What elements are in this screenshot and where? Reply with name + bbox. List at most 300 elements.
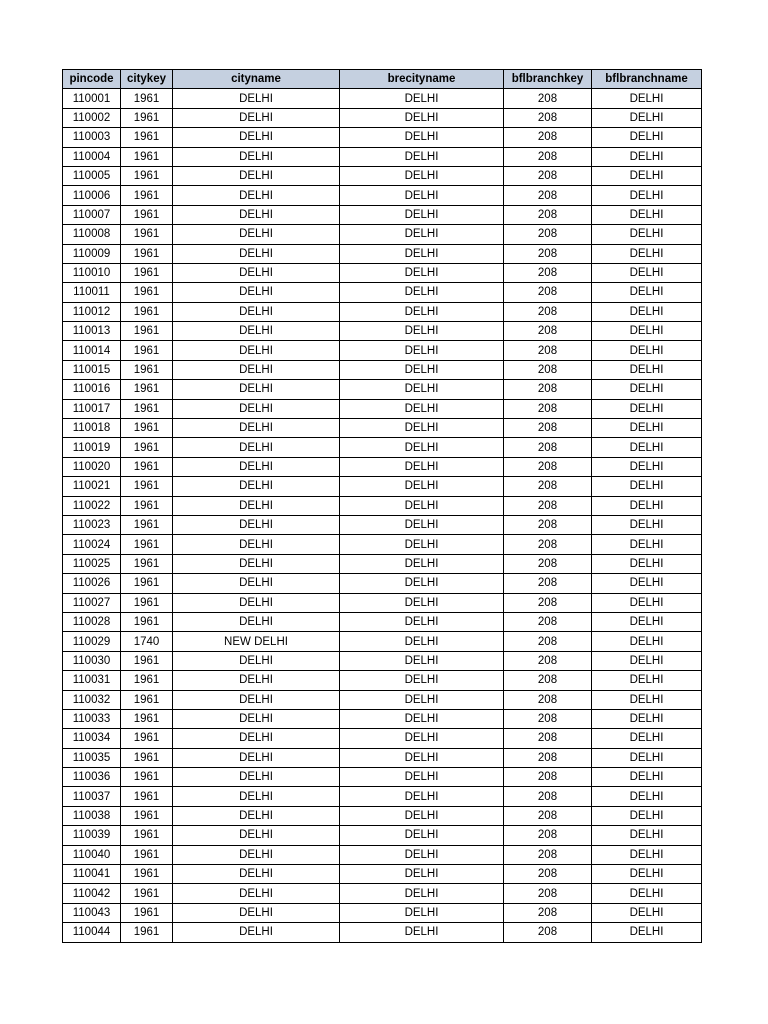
cell-brecityname: DELHI <box>340 923 504 942</box>
cell-pincode: 110041 <box>63 865 121 884</box>
column-header-brecityname: brecityname <box>340 70 504 89</box>
cell-bflbranchkey: 208 <box>504 341 592 360</box>
cell-bflbranchkey: 208 <box>504 186 592 205</box>
cell-bflbranchname: DELHI <box>592 671 702 690</box>
cell-pincode: 110042 <box>63 884 121 903</box>
cell-cityname: DELHI <box>173 884 340 903</box>
cell-pincode: 110031 <box>63 671 121 690</box>
cell-cityname: DELHI <box>173 787 340 806</box>
cell-bflbranchname: DELHI <box>592 186 702 205</box>
cell-bflbranchkey: 208 <box>504 477 592 496</box>
cell-bflbranchname: DELHI <box>592 283 702 302</box>
cell-bflbranchkey: 208 <box>504 322 592 341</box>
cell-citykey: 1961 <box>121 515 173 534</box>
cell-bflbranchname: DELHI <box>592 205 702 224</box>
cell-brecityname: DELHI <box>340 496 504 515</box>
cell-bflbranchname: DELHI <box>592 108 702 127</box>
table-row <box>63 806 702 825</box>
cell-citykey: 1961 <box>121 108 173 127</box>
table-row <box>63 147 702 166</box>
cell-bflbranchkey: 208 <box>504 632 592 651</box>
cell-brecityname: DELHI <box>340 477 504 496</box>
cell-citykey: 1961 <box>121 923 173 942</box>
cell-cityname: DELHI <box>173 244 340 263</box>
table-row <box>63 302 702 321</box>
cell-pincode: 110034 <box>63 729 121 748</box>
cell-bflbranchname: DELHI <box>592 515 702 534</box>
table-row <box>63 709 702 728</box>
cell-citykey: 1961 <box>121 845 173 864</box>
cell-brecityname: DELHI <box>340 302 504 321</box>
cell-bflbranchname: DELHI <box>592 748 702 767</box>
cell-bflbranchkey: 208 <box>504 380 592 399</box>
table-row <box>63 632 702 651</box>
cell-bflbranchkey: 208 <box>504 166 592 185</box>
table-row <box>63 515 702 534</box>
cell-brecityname: DELHI <box>340 651 504 670</box>
cell-brecityname: DELHI <box>340 263 504 282</box>
cell-pincode: 110017 <box>63 399 121 418</box>
cell-bflbranchname: DELHI <box>592 554 702 573</box>
cell-cityname: DELHI <box>173 147 340 166</box>
cell-citykey: 1961 <box>121 322 173 341</box>
cell-pincode: 110006 <box>63 186 121 205</box>
cell-bflbranchname: DELHI <box>592 302 702 321</box>
cell-citykey: 1961 <box>121 593 173 612</box>
cell-bflbranchname: DELHI <box>592 593 702 612</box>
cell-citykey: 1961 <box>121 554 173 573</box>
cell-brecityname: DELHI <box>340 438 504 457</box>
cell-cityname: DELHI <box>173 186 340 205</box>
table-row <box>63 903 702 922</box>
table-row <box>63 186 702 205</box>
cell-citykey: 1961 <box>121 302 173 321</box>
cell-citykey: 1961 <box>121 612 173 631</box>
cell-citykey: 1961 <box>121 690 173 709</box>
cell-bflbranchname: DELHI <box>592 147 702 166</box>
cell-pincode: 110029 <box>63 632 121 651</box>
cell-pincode: 110018 <box>63 419 121 438</box>
table-row <box>63 438 702 457</box>
column-header-pincode: pincode <box>63 70 121 89</box>
cell-bflbranchname: DELHI <box>592 341 702 360</box>
cell-pincode: 110011 <box>63 283 121 302</box>
cell-bflbranchname: DELHI <box>592 477 702 496</box>
cell-brecityname: DELHI <box>340 419 504 438</box>
cell-brecityname: DELHI <box>340 322 504 341</box>
cell-citykey: 1961 <box>121 360 173 379</box>
cell-citykey: 1961 <box>121 903 173 922</box>
cell-pincode: 110030 <box>63 651 121 670</box>
cell-bflbranchname: DELHI <box>592 845 702 864</box>
table-row <box>63 787 702 806</box>
cell-bflbranchkey: 208 <box>504 593 592 612</box>
cell-cityname: DELHI <box>173 865 340 884</box>
cell-cityname: DELHI <box>173 709 340 728</box>
cell-citykey: 1961 <box>121 651 173 670</box>
cell-cityname: DELHI <box>173 302 340 321</box>
cell-bflbranchname: DELHI <box>592 225 702 244</box>
cell-cityname: DELHI <box>173 612 340 631</box>
cell-brecityname: DELHI <box>340 89 504 108</box>
cell-brecityname: DELHI <box>340 826 504 845</box>
cell-bflbranchkey: 208 <box>504 709 592 728</box>
cell-citykey: 1961 <box>121 186 173 205</box>
cell-pincode: 110032 <box>63 690 121 709</box>
cell-cityname: DELHI <box>173 89 340 108</box>
cell-cityname: DELHI <box>173 341 340 360</box>
cell-pincode: 110001 <box>63 89 121 108</box>
cell-bflbranchkey: 208 <box>504 612 592 631</box>
cell-cityname: DELHI <box>173 108 340 127</box>
cell-pincode: 110026 <box>63 574 121 593</box>
cell-pincode: 110007 <box>63 205 121 224</box>
cell-bflbranchname: DELHI <box>592 322 702 341</box>
cell-citykey: 1961 <box>121 535 173 554</box>
cell-citykey: 1961 <box>121 399 173 418</box>
table-row <box>63 322 702 341</box>
cell-cityname: DELHI <box>173 845 340 864</box>
table-row <box>63 826 702 845</box>
table-row <box>63 419 702 438</box>
cell-bflbranchkey: 208 <box>504 574 592 593</box>
table-row <box>63 923 702 942</box>
table-row <box>63 128 702 147</box>
table-row <box>63 535 702 554</box>
cell-bflbranchname: DELHI <box>592 360 702 379</box>
cell-citykey: 1961 <box>121 729 173 748</box>
cell-pincode: 110012 <box>63 302 121 321</box>
cell-bflbranchname: DELHI <box>592 574 702 593</box>
cell-bflbranchname: DELHI <box>592 903 702 922</box>
cell-bflbranchkey: 208 <box>504 787 592 806</box>
cell-citykey: 1961 <box>121 768 173 787</box>
cell-pincode: 110033 <box>63 709 121 728</box>
cell-brecityname: DELHI <box>340 632 504 651</box>
cell-bflbranchname: DELHI <box>592 380 702 399</box>
cell-bflbranchkey: 208 <box>504 651 592 670</box>
cell-bflbranchname: DELHI <box>592 709 702 728</box>
cell-citykey: 1961 <box>121 438 173 457</box>
cell-bflbranchname: DELHI <box>592 438 702 457</box>
cell-cityname: DELHI <box>173 166 340 185</box>
cell-bflbranchname: DELHI <box>592 419 702 438</box>
cell-pincode: 110039 <box>63 826 121 845</box>
cell-brecityname: DELHI <box>340 244 504 263</box>
cell-brecityname: DELHI <box>340 729 504 748</box>
table-row <box>63 360 702 379</box>
cell-bflbranchname: DELHI <box>592 729 702 748</box>
cell-bflbranchname: DELHI <box>592 787 702 806</box>
cell-bflbranchkey: 208 <box>504 244 592 263</box>
cell-bflbranchkey: 208 <box>504 225 592 244</box>
column-header-bflbranchkey: bflbranchkey <box>504 70 592 89</box>
cell-bflbranchname: DELHI <box>592 690 702 709</box>
table-row <box>63 845 702 864</box>
cell-brecityname: DELHI <box>340 884 504 903</box>
cell-bflbranchkey: 208 <box>504 690 592 709</box>
cell-bflbranchkey: 208 <box>504 806 592 825</box>
cell-pincode: 110002 <box>63 108 121 127</box>
cell-bflbranchname: DELHI <box>592 399 702 418</box>
table-row <box>63 108 702 127</box>
cell-citykey: 1961 <box>121 341 173 360</box>
cell-bflbranchkey: 208 <box>504 515 592 534</box>
cell-brecityname: DELHI <box>340 845 504 864</box>
table-row <box>63 768 702 787</box>
cell-cityname: DELHI <box>173 457 340 476</box>
cell-pincode: 110023 <box>63 515 121 534</box>
cell-cityname: DELHI <box>173 515 340 534</box>
table-row <box>63 496 702 515</box>
cell-brecityname: DELHI <box>340 225 504 244</box>
cell-brecityname: DELHI <box>340 574 504 593</box>
cell-bflbranchname: DELHI <box>592 612 702 631</box>
cell-citykey: 1961 <box>121 225 173 244</box>
cell-bflbranchkey: 208 <box>504 768 592 787</box>
cell-cityname: DELHI <box>173 283 340 302</box>
cell-cityname: DELHI <box>173 768 340 787</box>
cell-brecityname: DELHI <box>340 593 504 612</box>
table-row <box>63 748 702 767</box>
cell-pincode: 110014 <box>63 341 121 360</box>
cell-brecityname: DELHI <box>340 457 504 476</box>
table-row <box>63 884 702 903</box>
cell-brecityname: DELHI <box>340 671 504 690</box>
cell-citykey: 1961 <box>121 244 173 263</box>
cell-citykey: 1961 <box>121 89 173 108</box>
cell-bflbranchkey: 208 <box>504 419 592 438</box>
cell-pincode: 110010 <box>63 263 121 282</box>
cell-bflbranchname: DELHI <box>592 884 702 903</box>
cell-citykey: 1961 <box>121 884 173 903</box>
cell-brecityname: DELHI <box>340 806 504 825</box>
cell-brecityname: DELHI <box>340 380 504 399</box>
cell-cityname: DELHI <box>173 399 340 418</box>
column-header-cityname: cityname <box>173 70 340 89</box>
cell-pincode: 110024 <box>63 535 121 554</box>
cell-citykey: 1961 <box>121 496 173 515</box>
cell-bflbranchkey: 208 <box>504 845 592 864</box>
cell-brecityname: DELHI <box>340 186 504 205</box>
cell-bflbranchkey: 208 <box>504 457 592 476</box>
cell-bflbranchname: DELHI <box>592 768 702 787</box>
table-header-row <box>63 70 702 89</box>
table-row <box>63 612 702 631</box>
cell-bflbranchname: DELHI <box>592 128 702 147</box>
cell-pincode: 110037 <box>63 787 121 806</box>
cell-citykey: 1961 <box>121 380 173 399</box>
table-row <box>63 651 702 670</box>
cell-pincode: 110015 <box>63 360 121 379</box>
cell-bflbranchkey: 208 <box>504 89 592 108</box>
cell-bflbranchkey: 208 <box>504 399 592 418</box>
cell-brecityname: DELHI <box>340 865 504 884</box>
cell-bflbranchname: DELHI <box>592 263 702 282</box>
cell-cityname: DELHI <box>173 651 340 670</box>
cell-bflbranchkey: 208 <box>504 147 592 166</box>
cell-pincode: 110022 <box>63 496 121 515</box>
cell-cityname: DELHI <box>173 438 340 457</box>
cell-pincode: 110008 <box>63 225 121 244</box>
cell-pincode: 110013 <box>63 322 121 341</box>
cell-brecityname: DELHI <box>340 341 504 360</box>
cell-brecityname: DELHI <box>340 535 504 554</box>
cell-bflbranchname: DELHI <box>592 826 702 845</box>
cell-pincode: 110003 <box>63 128 121 147</box>
cell-citykey: 1961 <box>121 865 173 884</box>
table-row <box>63 205 702 224</box>
cell-citykey: 1961 <box>121 826 173 845</box>
table-row <box>63 225 702 244</box>
table-row <box>63 399 702 418</box>
cell-bflbranchkey: 208 <box>504 865 592 884</box>
cell-bflbranchname: DELHI <box>592 89 702 108</box>
cell-brecityname: DELHI <box>340 515 504 534</box>
cell-brecityname: DELHI <box>340 360 504 379</box>
cell-bflbranchkey: 208 <box>504 923 592 942</box>
table-row <box>63 341 702 360</box>
cell-bflbranchname: DELHI <box>592 244 702 263</box>
cell-bflbranchname: DELHI <box>592 535 702 554</box>
cell-cityname: DELHI <box>173 360 340 379</box>
cell-bflbranchname: DELHI <box>592 865 702 884</box>
cell-bflbranchkey: 208 <box>504 729 592 748</box>
cell-cityname: DELHI <box>173 593 340 612</box>
cell-bflbranchkey: 208 <box>504 496 592 515</box>
table-row <box>63 574 702 593</box>
cell-bflbranchkey: 208 <box>504 903 592 922</box>
cell-cityname: DELHI <box>173 380 340 399</box>
cell-cityname: DELHI <box>173 806 340 825</box>
cell-pincode: 110040 <box>63 845 121 864</box>
table-row <box>63 89 702 108</box>
cell-bflbranchkey: 208 <box>504 128 592 147</box>
table-row <box>63 690 702 709</box>
cell-brecityname: DELHI <box>340 108 504 127</box>
cell-cityname: DELHI <box>173 419 340 438</box>
cell-cityname: DELHI <box>173 923 340 942</box>
cell-bflbranchname: DELHI <box>592 923 702 942</box>
cell-bflbranchkey: 208 <box>504 671 592 690</box>
cell-citykey: 1961 <box>121 419 173 438</box>
cell-pincode: 110005 <box>63 166 121 185</box>
table-row <box>63 477 702 496</box>
column-header-citykey: citykey <box>121 70 173 89</box>
cell-citykey: 1961 <box>121 263 173 282</box>
cell-brecityname: DELHI <box>340 612 504 631</box>
cell-pincode: 110020 <box>63 457 121 476</box>
cell-cityname: DELHI <box>173 671 340 690</box>
cell-bflbranchname: DELHI <box>592 457 702 476</box>
cell-cityname: DELHI <box>173 729 340 748</box>
cell-brecityname: DELHI <box>340 787 504 806</box>
column-header-bflbranchname: bflbranchname <box>592 70 702 89</box>
cell-bflbranchkey: 208 <box>504 554 592 573</box>
cell-cityname: DELHI <box>173 574 340 593</box>
cell-brecityname: DELHI <box>340 690 504 709</box>
cell-pincode: 110044 <box>63 923 121 942</box>
cell-bflbranchkey: 208 <box>504 535 592 554</box>
cell-bflbranchkey: 208 <box>504 360 592 379</box>
cell-bflbranchname: DELHI <box>592 632 702 651</box>
cell-cityname: DELHI <box>173 477 340 496</box>
cell-citykey: 1961 <box>121 205 173 224</box>
table-row <box>63 671 702 690</box>
cell-citykey: 1961 <box>121 166 173 185</box>
cell-citykey: 1961 <box>121 128 173 147</box>
cell-pincode: 110004 <box>63 147 121 166</box>
cell-citykey: 1961 <box>121 748 173 767</box>
cell-cityname: DELHI <box>173 554 340 573</box>
table-row <box>63 283 702 302</box>
cell-citykey: 1961 <box>121 806 173 825</box>
table-row <box>63 554 702 573</box>
cell-brecityname: DELHI <box>340 748 504 767</box>
cell-cityname: DELHI <box>173 535 340 554</box>
cell-cityname: DELHI <box>173 496 340 515</box>
cell-citykey: 1961 <box>121 574 173 593</box>
cell-citykey: 1961 <box>121 671 173 690</box>
cell-pincode: 110043 <box>63 903 121 922</box>
cell-cityname: DELHI <box>173 205 340 224</box>
cell-citykey: 1961 <box>121 457 173 476</box>
cell-brecityname: DELHI <box>340 205 504 224</box>
cell-pincode: 110028 <box>63 612 121 631</box>
cell-bflbranchname: DELHI <box>592 806 702 825</box>
table-row <box>63 729 702 748</box>
cell-bflbranchkey: 208 <box>504 283 592 302</box>
cell-brecityname: DELHI <box>340 283 504 302</box>
cell-brecityname: DELHI <box>340 554 504 573</box>
cell-bflbranchkey: 208 <box>504 748 592 767</box>
table-body <box>63 89 702 942</box>
cell-pincode: 110035 <box>63 748 121 767</box>
cell-bflbranchname: DELHI <box>592 496 702 515</box>
cell-brecityname: DELHI <box>340 166 504 185</box>
cell-bflbranchkey: 208 <box>504 826 592 845</box>
table-row <box>63 457 702 476</box>
cell-cityname: NEW DELHI <box>173 632 340 651</box>
cell-bflbranchkey: 208 <box>504 438 592 457</box>
cell-citykey: 1961 <box>121 787 173 806</box>
table-row <box>63 865 702 884</box>
cell-pincode: 110021 <box>63 477 121 496</box>
cell-bflbranchkey: 208 <box>504 205 592 224</box>
cell-cityname: DELHI <box>173 748 340 767</box>
cell-brecityname: DELHI <box>340 768 504 787</box>
cell-citykey: 1961 <box>121 283 173 302</box>
cell-pincode: 110038 <box>63 806 121 825</box>
cell-pincode: 110016 <box>63 380 121 399</box>
cell-brecityname: DELHI <box>340 128 504 147</box>
cell-citykey: 1961 <box>121 709 173 728</box>
cell-cityname: DELHI <box>173 903 340 922</box>
cell-bflbranchkey: 208 <box>504 108 592 127</box>
cell-cityname: DELHI <box>173 826 340 845</box>
cell-pincode: 110036 <box>63 768 121 787</box>
cell-brecityname: DELHI <box>340 147 504 166</box>
table-row <box>63 263 702 282</box>
table-row <box>63 166 702 185</box>
cell-pincode: 110009 <box>63 244 121 263</box>
cell-cityname: DELHI <box>173 225 340 244</box>
cell-cityname: DELHI <box>173 128 340 147</box>
cell-bflbranchname: DELHI <box>592 651 702 670</box>
cell-cityname: DELHI <box>173 690 340 709</box>
cell-pincode: 110027 <box>63 593 121 612</box>
cell-citykey: 1740 <box>121 632 173 651</box>
